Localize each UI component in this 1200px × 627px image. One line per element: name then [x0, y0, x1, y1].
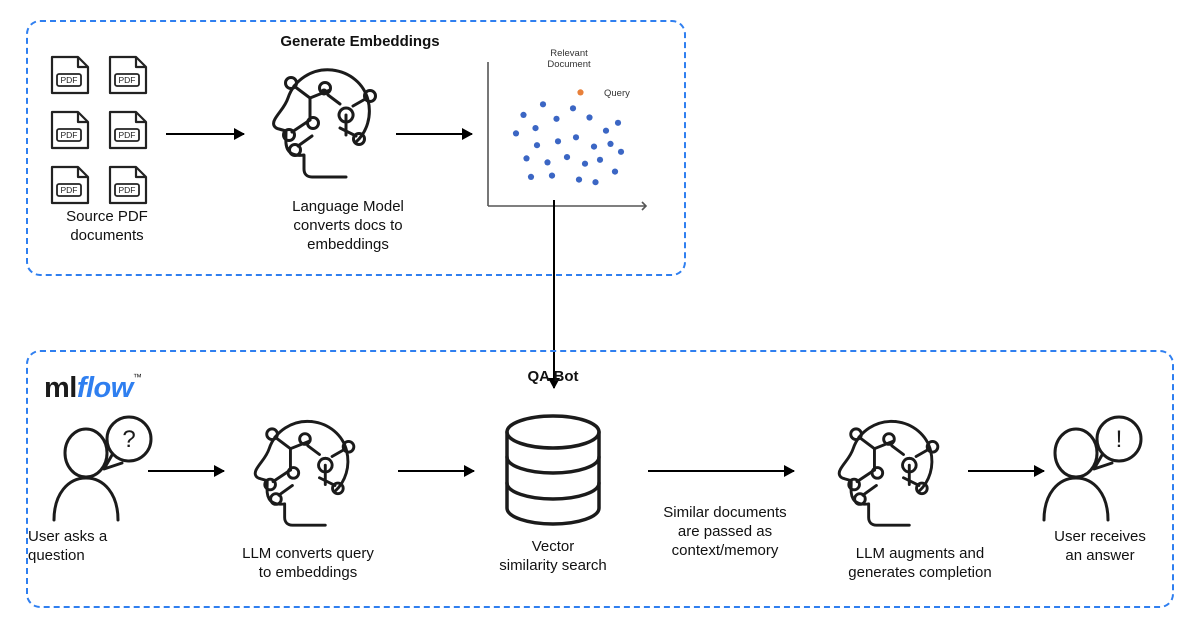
svg-text:PDF: PDF: [60, 75, 78, 85]
panel-title-qa-bot: QA Bot: [527, 368, 579, 385]
ai-head-icon: [822, 410, 954, 530]
svg-text:PDF: PDF: [60, 130, 78, 140]
relevant-document-annotation: Relevant Document: [547, 48, 591, 71]
pdf-icon: [48, 110, 92, 150]
arrow-model-to-scatter: [396, 133, 472, 135]
mlflow-logo-tm: ™: [132, 372, 142, 382]
arrow-pdf-to-model: [166, 133, 244, 135]
user-answer-icon: [1032, 415, 1148, 520]
ai-head-icon: [238, 410, 370, 530]
pdf-icon: [106, 55, 150, 95]
ai-head-icon: [258, 58, 390, 182]
step-6-label: User receives an answer: [1054, 528, 1146, 564]
svg-text:?: ?: [122, 426, 136, 453]
svg-text:PDF: PDF: [118, 130, 136, 140]
step-5-label: LLM augments and generates completion: [848, 545, 992, 581]
mlflow-logo-ml: ml: [44, 372, 77, 404]
svg-text:PDF: PDF: [118, 185, 136, 195]
pdf-icon: [106, 110, 150, 150]
pdf-icon: [48, 165, 92, 205]
pdf-icon: [106, 165, 150, 205]
mlflow-logo-flow: flow: [76, 372, 133, 404]
arrow-step2-to-step3: [398, 470, 474, 472]
embedding-scatter-plot: [474, 48, 650, 216]
mlflow-logo: [44, 372, 141, 405]
source-documents-label: Source PDF documents: [66, 208, 148, 244]
step-1-label: User asks a question: [28, 528, 108, 564]
svg-text:!: !: [1115, 426, 1123, 453]
language-model-label: Language Model converts docs to embeddings: [292, 198, 404, 253]
step-2-label: LLM converts query to embeddings: [242, 545, 374, 581]
step-4-label: Similar documents are passed as context/memory: [663, 504, 787, 559]
svg-text:PDF: PDF: [118, 75, 136, 85]
pdf-icon: [48, 55, 92, 95]
svg-text:PDF: PDF: [60, 185, 78, 195]
query-annotation: Query: [604, 88, 630, 99]
user-question-icon: [42, 415, 158, 520]
panel-title-generate-embeddings: Generate Embeddings: [280, 33, 440, 50]
step-3-label: Vector similarity search: [499, 538, 607, 574]
database-icon: [492, 412, 614, 528]
arrow-step3-to-step5: [648, 470, 794, 472]
source-pdf-documents-group: [48, 55, 166, 205]
arrow-step1-to-step2: [148, 470, 224, 472]
